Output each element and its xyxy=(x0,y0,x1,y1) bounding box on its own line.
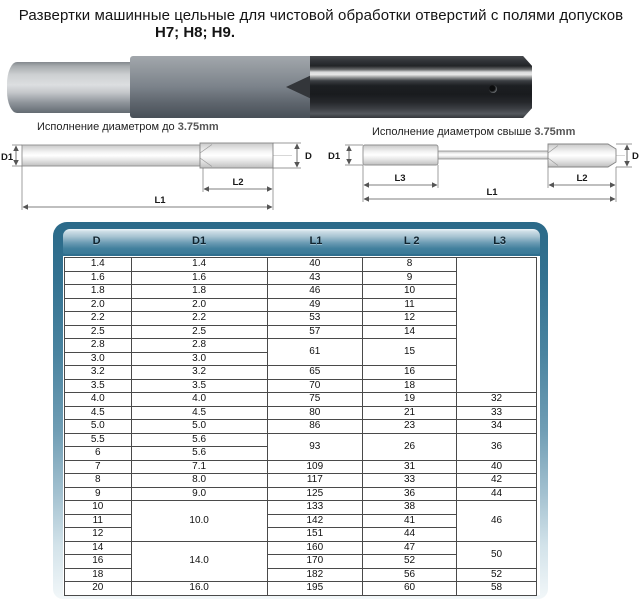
table-cell: 8 xyxy=(362,258,456,272)
table-cell: 2.0 xyxy=(65,298,132,312)
table-cell: 1.8 xyxy=(131,285,267,299)
page-title: Развертки машинные цельные для чистовой обработки отверстий с полями допусков xyxy=(18,7,624,24)
table-cell: 182 xyxy=(267,568,362,582)
table-cell: 7 xyxy=(65,460,132,474)
shank-outline xyxy=(22,145,200,166)
table-cell: 52 xyxy=(362,555,456,569)
table-cell: 20 xyxy=(65,582,132,596)
table-cell: 4.5 xyxy=(131,406,267,420)
table-cell: 151 xyxy=(267,528,362,542)
table-row xyxy=(65,420,537,434)
table-cell: 26 xyxy=(362,433,456,460)
table-cell: 142 xyxy=(267,514,362,528)
header-cell-d: D xyxy=(92,235,101,247)
table-cell: 15 xyxy=(362,339,456,366)
table-cell: 70 xyxy=(267,379,362,393)
table-row xyxy=(65,406,537,420)
table-cell: 56 xyxy=(362,568,456,582)
table-cell: 57 xyxy=(267,325,362,339)
table-cell: 2.2 xyxy=(131,312,267,326)
table-cell: 14 xyxy=(65,541,132,555)
table-cell: 21 xyxy=(362,406,456,420)
table-cell: 44 xyxy=(457,487,537,501)
table-cell: 2.2 xyxy=(65,312,132,326)
table-row xyxy=(65,474,537,488)
table-cell: 12 xyxy=(362,312,456,326)
table-cell: 3.2 xyxy=(65,366,132,380)
table-cell: 60 xyxy=(362,582,456,596)
table-cell: 19 xyxy=(362,393,456,407)
caption-value: 3.75mm xyxy=(177,121,219,133)
table-cell: 9.0 xyxy=(131,487,267,501)
table-cell: 1.6 xyxy=(131,271,267,285)
table-cell: 32 xyxy=(457,393,537,407)
table-cell: 3.0 xyxy=(131,352,267,366)
spec-table-header xyxy=(63,229,540,254)
table-cell: 170 xyxy=(267,555,362,569)
diagram-small-diameter xyxy=(0,140,330,220)
table-cell: 125 xyxy=(267,487,362,501)
table-cell: 36 xyxy=(457,433,537,460)
table-row xyxy=(65,393,537,407)
dim-label-l1: L1 xyxy=(154,195,166,206)
table-cell: 11 xyxy=(362,298,456,312)
table-cell: 33 xyxy=(362,474,456,488)
extension-lines-d1 xyxy=(345,145,363,165)
table-row xyxy=(65,501,537,515)
table-cell: 12 xyxy=(65,528,132,542)
table-cell: 9 xyxy=(65,487,132,501)
table-cell: 109 xyxy=(267,460,362,474)
table-cell: 58 xyxy=(457,582,537,596)
table-cell: 38 xyxy=(362,501,456,515)
table-cell: 93 xyxy=(267,433,362,460)
table-cell: 14.0 xyxy=(131,541,267,582)
dim-label-d1: D1 xyxy=(328,151,341,162)
table-cell: 16 xyxy=(65,555,132,569)
table-cell: 2.5 xyxy=(131,325,267,339)
neck-outline xyxy=(438,151,548,159)
table-cell: 8.0 xyxy=(131,474,267,488)
table-cell: 18 xyxy=(65,568,132,582)
table-cell: 40 xyxy=(457,460,537,474)
table-cell: 8 xyxy=(65,474,132,488)
flute-outline xyxy=(200,143,273,168)
table-cell: 9 xyxy=(362,271,456,285)
table-cell: 5.6 xyxy=(131,447,267,461)
table-cell: 52 xyxy=(457,568,537,582)
table-cell: 1.8 xyxy=(65,285,132,299)
diagram-large-diameter xyxy=(320,140,642,220)
table-cell: 10 xyxy=(65,501,132,515)
caption-text: Исполнение диаметром свыше xyxy=(372,126,532,138)
table-cell: 195 xyxy=(267,582,362,596)
table-cell: 41 xyxy=(362,514,456,528)
table-cell: 1.4 xyxy=(65,258,132,272)
table-cell: 2.8 xyxy=(65,339,132,353)
table-cell: 4.0 xyxy=(131,393,267,407)
caption-large-diameter xyxy=(372,126,575,138)
dim-label-d: D xyxy=(632,151,639,162)
caption-value: 3.75mm xyxy=(534,126,576,138)
table-cell: 42 xyxy=(457,474,537,488)
table-row xyxy=(65,582,537,596)
table-cell: 61 xyxy=(267,339,362,366)
table-row xyxy=(65,487,537,501)
dim-label-l2: L2 xyxy=(576,173,588,184)
table-cell: 3.2 xyxy=(131,366,267,380)
table-cell: 3.5 xyxy=(131,379,267,393)
header-cell-l3: L3 xyxy=(493,235,507,247)
table-cell: 1.6 xyxy=(65,271,132,285)
table-cell: 10 xyxy=(362,285,456,299)
dim-label-d: D xyxy=(305,151,312,162)
spec-table-frame xyxy=(53,222,548,599)
table-row xyxy=(65,433,537,447)
table-cell: 53 xyxy=(267,312,362,326)
table-cell: 4.5 xyxy=(65,406,132,420)
table-cell: 2.0 xyxy=(131,298,267,312)
caption-small-diameter xyxy=(37,121,219,133)
table-cell: 4.0 xyxy=(65,393,132,407)
table-cell: 34 xyxy=(457,420,537,434)
table-cell: 49 xyxy=(267,298,362,312)
header-cell-l1: L1 xyxy=(309,235,323,247)
table-cell: 2.5 xyxy=(65,325,132,339)
table-cell: 16 xyxy=(362,366,456,380)
table-cell: 2.8 xyxy=(131,339,267,353)
table-cell: 43 xyxy=(267,271,362,285)
table-cell: 5.0 xyxy=(131,420,267,434)
table-cell: 40 xyxy=(267,258,362,272)
table-row xyxy=(65,258,537,272)
table-cell: 23 xyxy=(362,420,456,434)
spec-table xyxy=(64,257,537,596)
reamer-center-hole xyxy=(489,85,497,93)
table-cell: 7.1 xyxy=(131,460,267,474)
table-cell: 33 xyxy=(457,406,537,420)
table-cell: 36 xyxy=(362,487,456,501)
table-cell: 80 xyxy=(267,406,362,420)
table-cell: 3.5 xyxy=(65,379,132,393)
table-cell: 50 xyxy=(457,541,537,568)
dim-label-l1: L1 xyxy=(486,187,498,198)
table-cell: 86 xyxy=(267,420,362,434)
table-row xyxy=(65,460,537,474)
table-cell xyxy=(457,258,537,393)
dim-label-l2: L2 xyxy=(232,177,244,188)
table-cell: 47 xyxy=(362,541,456,555)
table-cell: 14 xyxy=(362,325,456,339)
caption-text: Исполнение диаметром до xyxy=(37,121,175,133)
table-cell: 10.0 xyxy=(131,501,267,542)
table-cell: 46 xyxy=(457,501,537,542)
table-cell: 160 xyxy=(267,541,362,555)
table-cell: 46 xyxy=(267,285,362,299)
reamer-flutes xyxy=(310,56,532,118)
dim-label-d1: D1 xyxy=(1,152,14,163)
reamer-photo xyxy=(0,50,642,122)
shank-outline xyxy=(363,145,438,165)
table-cell: 3.0 xyxy=(65,352,132,366)
table-cell: 11 xyxy=(65,514,132,528)
table-cell: 31 xyxy=(362,460,456,474)
flute-outline xyxy=(548,144,616,167)
header-cell-d1: D1 xyxy=(192,235,207,247)
table-cell: 1.4 xyxy=(131,258,267,272)
table-cell: 5.5 xyxy=(65,433,132,447)
table-cell: 18 xyxy=(362,379,456,393)
table-cell: 5.6 xyxy=(131,433,267,447)
reamer-shank xyxy=(7,62,135,113)
extension-lines-lengths xyxy=(22,166,273,210)
table-cell: 117 xyxy=(267,474,362,488)
spec-table-body xyxy=(65,258,537,596)
table-cell: 5.0 xyxy=(65,420,132,434)
table-cell: 6 xyxy=(65,447,132,461)
spec-table-area xyxy=(63,256,540,595)
header-cell-l2: L 2 xyxy=(403,235,420,247)
table-cell: 133 xyxy=(267,501,362,515)
extension-lines-d1 xyxy=(12,145,22,166)
table-cell: 16.0 xyxy=(131,582,267,596)
table-cell: 75 xyxy=(267,393,362,407)
dim-label-l3: L3 xyxy=(394,173,406,184)
table-cell: 65 xyxy=(267,366,362,380)
table-row xyxy=(65,541,537,555)
page-title-tolerances: Н7; Н8; Н9. xyxy=(154,24,236,41)
table-cell: 44 xyxy=(362,528,456,542)
